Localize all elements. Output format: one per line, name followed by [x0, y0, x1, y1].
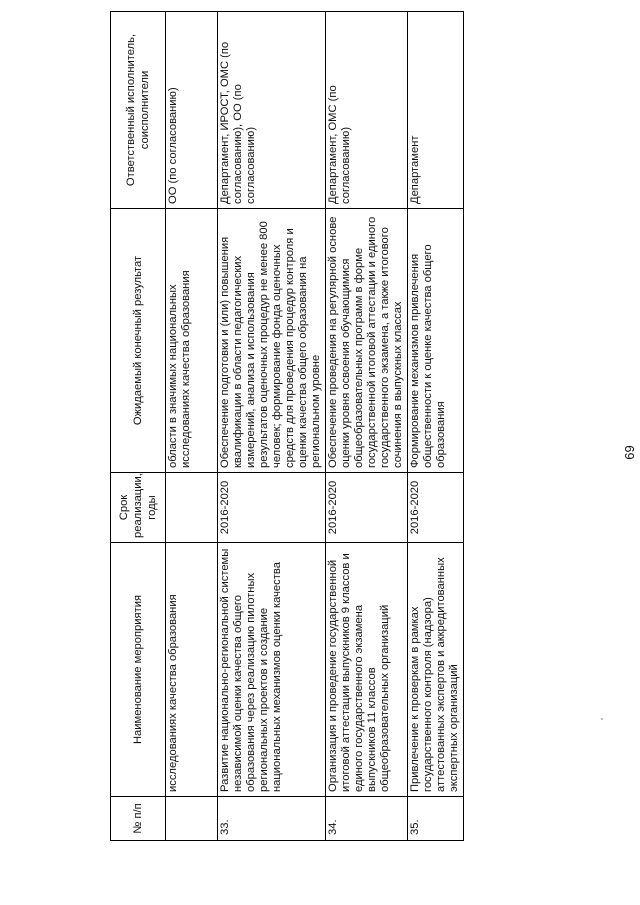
activities-table: [110, 11, 464, 841]
row-number: 34.: [326, 797, 408, 841]
page-number: 69: [622, 445, 637, 460]
responsible: Департамент, ИРОСТ, ОМС (по согласованию), ОО (по согласованию): [218, 12, 326, 209]
header-activity-name: Наименование мероприятия: [111, 543, 166, 797]
responsible: Департамент, ОМС (по согласованию): [326, 12, 408, 209]
expected-result: Обеспечение проведения на регулярной основе оценки уровня освоения обучающимися общеобразовательных программ в форме государственной итоговой аттестации и единого государственного экзамена, а также итогового сочинения в выпускных классах: [326, 209, 408, 473]
table-row: [166, 12, 218, 841]
expected-result: области в значимых национальных исследованиях качества образования: [166, 209, 218, 473]
responsible: ОО (по согласованию): [166, 12, 218, 209]
responsible: Департамент: [408, 12, 464, 209]
header-number: № п/п: [111, 797, 166, 841]
term: [166, 473, 218, 543]
table-row: [408, 12, 464, 841]
header-term: Срок реализации, годы: [111, 473, 166, 543]
scan-speck: [601, 718, 603, 720]
header-expected-result: Ожидаемый конечный результат: [111, 209, 166, 473]
activity-name: Организация и проведение государственной итоговой аттестации выпускников 9 классов и единого государственного экзамена выпускников 11 классов общеобразовательных организаций: [326, 543, 408, 797]
row-number: 35.: [408, 797, 464, 841]
expected-result: Формирование механизмов привлечения общественности к оценке качества общего образования: [408, 209, 464, 473]
term: 2016-2020: [408, 473, 464, 543]
row-number: 33.: [218, 797, 326, 841]
activity-name: Развитие национально-региональной системы независимой оценки качества общего образования через реализацию пилотных региональных проектов и создание национальных механизмов оценки качества: [218, 543, 326, 797]
row-number: [166, 797, 218, 841]
header-responsible: Ответственный исполнитель, соисполнители: [111, 12, 166, 209]
table-row: [326, 12, 408, 841]
activity-name: Привлечение к проверкам в рамках государственного контроля (надзора) аттестованных экспертов и аккредитованных экспертных организаций: [408, 543, 464, 797]
activity-name: исследованиях качества образования: [166, 543, 218, 797]
term: 2016-2020: [326, 473, 408, 543]
table-header-row: [111, 12, 166, 841]
table-row: [218, 12, 326, 841]
term: 2016-2020: [218, 473, 326, 543]
expected-result: Обеспечение подготовки и (или) повышения квалификации в области педагогических измерений, анализа и использования результатов оценочных процедур не менее 800 человек; формирование фонда оценочных средств для проведения процедур контроля и оценки качества общего образования на региональном уровне: [218, 209, 326, 473]
